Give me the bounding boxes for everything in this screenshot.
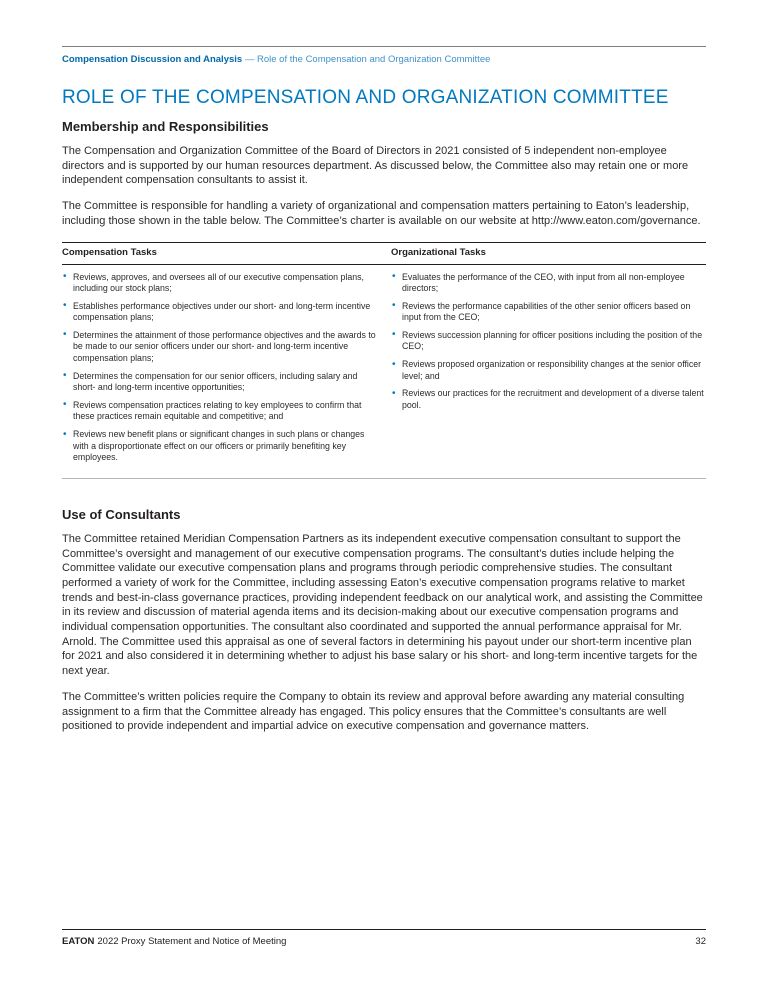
- breadcrumb-subsection: Role of the Compensation and Organization Committee: [256, 54, 491, 65]
- breadcrumb-section: Compensation Discussion and Analysis: [62, 54, 243, 65]
- task-item: • Reviews our practices for the recruitment and development of a diverse talent pool.: [391, 388, 706, 411]
- footer-left: [62, 936, 286, 948]
- organizational-tasks-list: [391, 272, 706, 470]
- tasks-table: [62, 242, 706, 479]
- task-item: • Reviews, approves, and oversees all of our executive compensation plans, including our stock plans;: [62, 272, 377, 295]
- consultants-paragraph: The Committee’s written policies require the Company to obtain its review and approval before awarding any material consulting assignment to a firm that the Committee already has engaged. This policy ensures that the Committee’s consultants are well positioned to provide independent and impartial advice on executive compensation and governance matters.: [62, 690, 685, 733]
- breadcrumb: [62, 54, 706, 66]
- membership-paragraph: The Compensation and Organization Committee of the Board of Directors in 2021 consisted of 5 independent non-employee directors and is supported by our human resources department. As discussed below, the Committee also may retain one or more independent compensation consultants to assist it.: [62, 145, 689, 187]
- task-item: • Reviews new benefit plans or significant changes in such plans or changes with a disproportionate effect on our officers or primarily benefiting key employees.: [62, 429, 377, 464]
- footer-text: 2022 Proxy Statement and Notice of Meeting: [97, 936, 287, 947]
- tasks-table-header-row: [62, 243, 706, 265]
- membership-heading: Membership and Responsibilities: [62, 119, 269, 134]
- task-item: • Evaluates the performance of the CEO, with input from all non-employee directors;: [391, 272, 706, 295]
- membership-paragraph: The Committee is responsible for handling a variety of organizational and compensation matters pertaining to Eaton’s leadership, including those shown in the table below. The Committee’s charter is available on our website at http://www.eaton.com/governance.: [62, 200, 701, 227]
- top-divider: [62, 46, 706, 47]
- task-item: • Establishes performance objectives under our short- and long-term incentive compensation plans;: [62, 301, 377, 324]
- page-number: 32: [695, 936, 706, 947]
- task-item: • Determines the compensation for our senior officers, including salary and short- and long-term incentive opportunities;: [62, 371, 377, 394]
- consultants-paragraph: The Committee retained Meridian Compensation Partners as its independent executive compensation consultant to support the Committee’s oversight and management of our executive compensation programs. The consultant’s duties include helping the Committee validate our executive compensation plans and programs through periodic comprehensive studies. The consultant performed a variety of work for the Committee, including assessing Eaton’s executive compensation programs relative to market trends and best-in-class governance practices, providing independent feedback on our analytical work, and assisting the Committee in its review and discussion of material agenda items and its decision-making about our executive compensation programs and individual compensation opportunities. The consultant also coordinated and supported the annual performance appraisal for Mr. Arnold. The Committee used this appraisal as one of several factors in determining his payout under our short-term incentive plan for 2021 and also considered it in determining whether to adjust his base salary or his short- and long-term incentive targets for the next year.: [62, 532, 703, 678]
- task-item: • Reviews succession planning for officer positions including the position of the CEO;: [391, 330, 706, 353]
- compensation-tasks-list: [62, 272, 377, 470]
- page-footer: [62, 929, 706, 948]
- tasks-table-body: [62, 265, 706, 479]
- consultants-heading: Use of Consultants: [62, 506, 181, 522]
- footer-brand: EATON: [62, 936, 95, 947]
- task-item: • Determines the attainment of those performance objectives and the awards to be made to our senior officers under our short- and long-term incentive compensation plans;: [62, 330, 377, 365]
- task-item: • Reviews the performance capabilities of the other senior officers based on input from the CEO;: [391, 301, 706, 324]
- task-item: • Reviews compensation practices relating to key employees to confirm that these practices remain equitable and competitive; and: [62, 400, 377, 423]
- breadcrumb-separator: —: [242, 54, 257, 65]
- compensation-tasks-header: Compensation Tasks: [62, 246, 157, 258]
- task-item: • Reviews proposed organization or responsibility changes at the senior officer level; and: [391, 359, 706, 382]
- page-title: ROLE OF THE COMPENSATION AND ORGANIZATION COMMITTEE: [62, 87, 669, 108]
- organizational-tasks-header: Organizational Tasks: [391, 246, 486, 258]
